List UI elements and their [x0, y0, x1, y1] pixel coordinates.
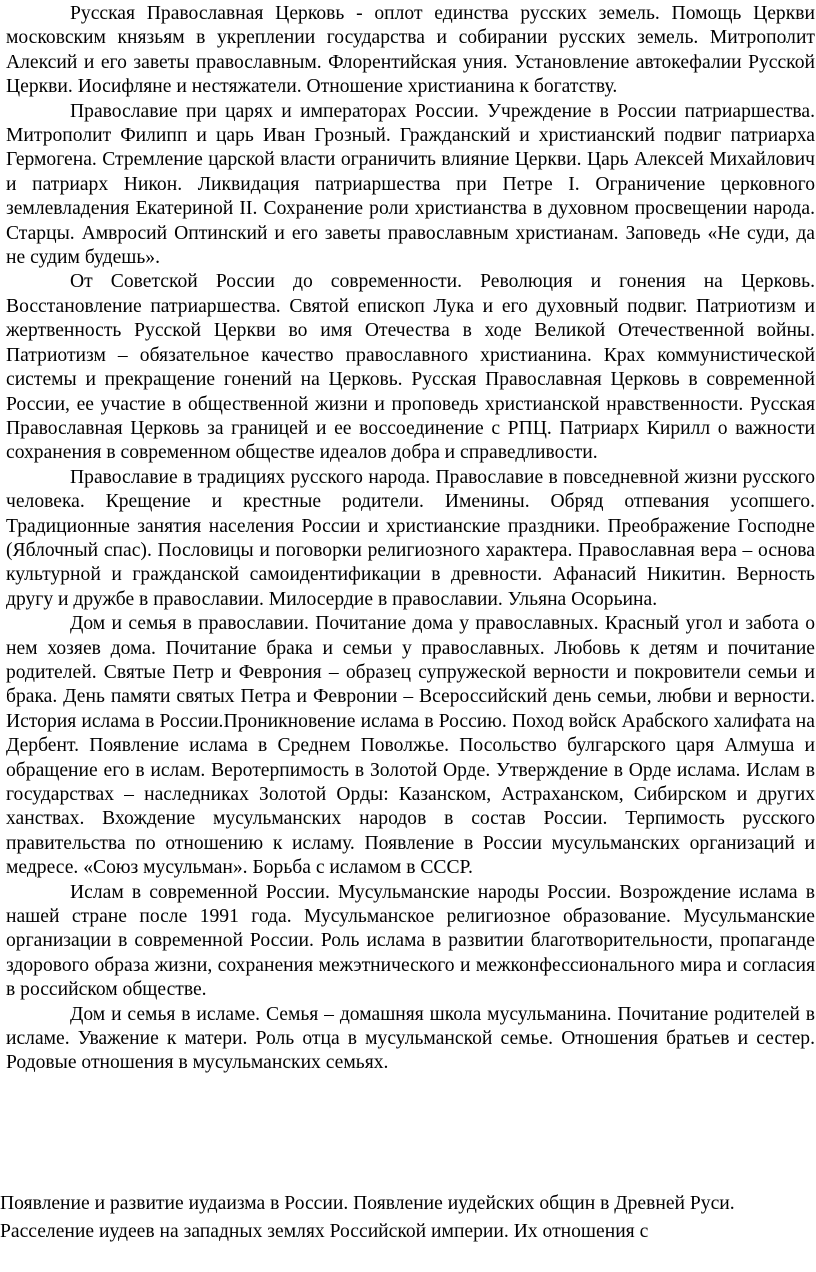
document-body: [6, 2, 815, 1076]
paragraph-soviet-to-modern: От Советской России до современности. Революция и гонения на Церковь. Восстановление патриаршества. Святой епископ Лука и его духовный подвиг. Патриотизм и жертвенность Русской Церкви во имя Отечества в ходе Великой Отечественной войны. Патриотизм – обязательное качество православного христианина. Крах коммунистической системы и прекращение гонений на Церковь. Русская Православная Церковь в современной России, ее участие в общественной жизни и проповедь христианской нравственности. Русская Православная Церковь за границей и ее воссоединение с РПЦ. Патриарх Кирилл о важности сохранения в современном обществе идеалов добра и справедливости.: [6, 271, 815, 464]
paragraph-islam-modern-russia: Ислам в современной России. Мусульманские народы России. Возрождение ислама в нашей стране после 1991 года. Мусульманское религиозное образование. Мусульманские организации в современной России. Роль ислама в развитии благотворительности, пропаганде здорового образа жизни, сохранения межэтнического и межконфессионального мира и согласия в российском обществе.: [6, 881, 815, 1001]
tail-line-judaism-origin: Появление и развитие иудаизма в России. Появление иудейских общин в Древней Руси.: [0, 1193, 735, 1214]
document-tail: [0, 1190, 816, 1245]
paragraph-russian-orthodox-church: Русская Православная Церковь - оплот единства русских земель. Помощь Церкви московским князьям в укреплении государства и собирании русских земель. Митрополит Алексий и его заветы православным. Флорентийская уния. Установление автокефалии Русской Церкви. Иосифляне и нестяжатели. Отношение христианина к богатству.: [6, 3, 815, 98]
paragraph-orthodox-traditions: Православие в традициях русского народа. Православие в повседневной жизни русского человека. Крещение и крестные родители. Именины. Обряд отпевания усопшего. Традиционные занятия населения России и христианские праздники. Преображение Господне (Яблочный спас). Пословицы и поговорки религиозного характера. Православная вера – основа культурной и гражданской самоидентификации в древности. Афанасий Никитин. Верность другу и дружбе в православии. Милосердие в православии. Ульяна Осорьина.: [6, 466, 815, 610]
paragraph-family-in-islam: Дом и семья в исламе. Семья – домашняя школа мусульманина. Почитание родителей в исламе. Уважение к матери. Роль отца в мусульманской семье. Отношения братьев и сестер. Родовые отношения в мусульманских семьях.: [6, 1003, 815, 1074]
paragraph-family-and-islam-history: Дом и семья в православии. Почитание дома у православных. Красный угол и забота о нем хозяев дома. Почитание брака и семьи у православных. Любовь к детям и почитание родителей. Святые Петр и Феврония – образец супружеской верности и покровители семьи и брака. День памяти святых Петра и Февронии – Всероссийский день семьи, любви и верности. История ислама в России.Проникновение ислама в Россию. Поход войск Арабского халифата на Дербент. Появление ислама в Среднем Поволжье. Посольство булгарского царя Алмуша и обращение его в ислам. Веротерпимость в Золотой Орде. Утверждение в Орде ислама. Ислам в государствах – наследниках Золотой Орды: Казанском, Астраханском, Сибирском и других ханствах. Вхождение мусульманских народов в состав России. Терпимость русского правительства по отношению к исламу. Появление в России мусульманских организаций и медресе. «Союз мусульман». Борьба с исламом в СССР.: [6, 613, 815, 879]
tail-line-judaism-settlement: Расселение иудеев на западных землях Российской империи. Их отношения с: [0, 1220, 649, 1242]
paragraph-orthodoxy-under-tsars: Православие при царях и императорах России. Учреждение в России патриаршества. Митрополит Филипп и царь Иван Грозный. Гражданский и христианский подвиг патриарха Гермогена. Стремление царской власти ограничить влияние Церкви. Царь Алексей Михайлович и патриарх Никон. Ликвидация патриаршества при Петре I. Ограничение церковного землевладения Екатериной II. Сохранение роли христианства в духовном просвещении народа. Старцы. Амвросий Оптинский и его заветы православным христианам. Заповедь «Не суди, да не судим будешь».: [6, 100, 815, 269]
